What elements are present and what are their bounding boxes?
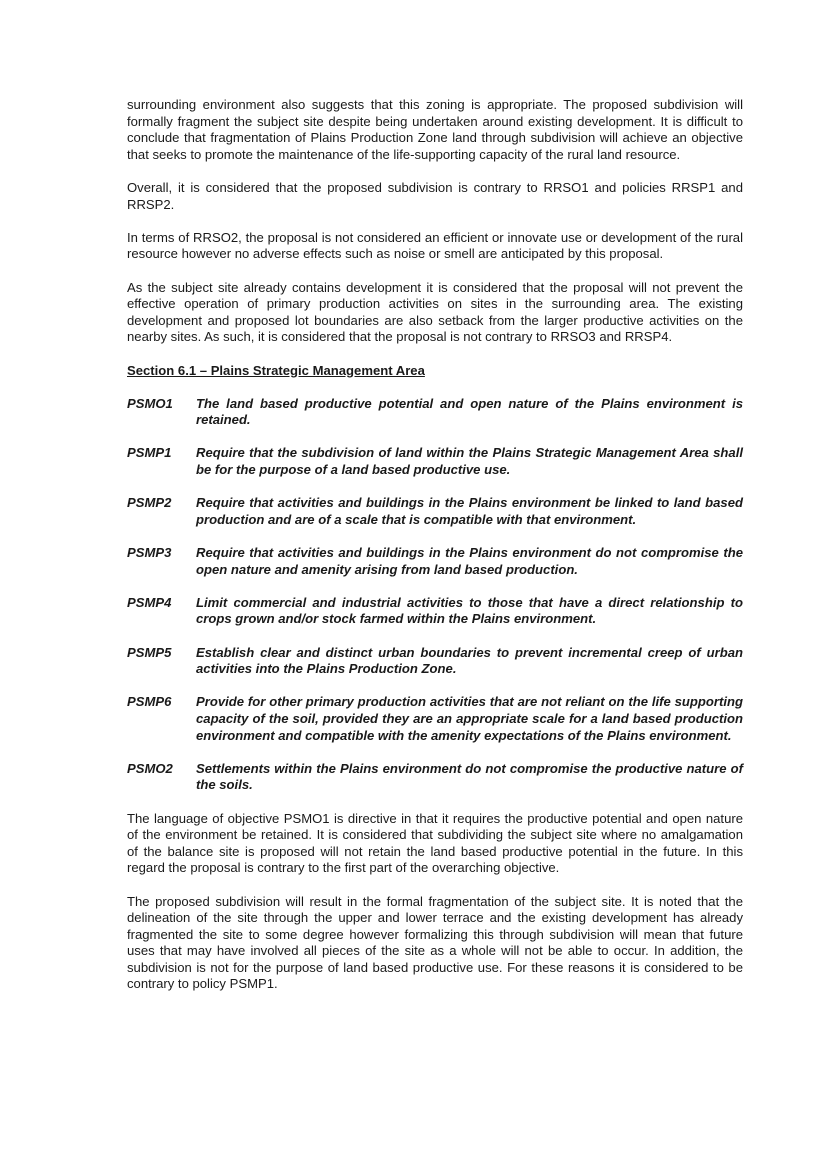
policy-item <box>127 545 743 578</box>
policy-item <box>127 645 743 678</box>
document-page <box>127 97 743 1010</box>
section-heading: Section 6.1 – Plains Strategic Management Area <box>127 362 425 378</box>
policy-item <box>127 445 743 478</box>
policy-code: PSMP1 <box>127 445 172 461</box>
policy-code: PSMO2 <box>127 760 173 776</box>
paragraph: Overall, it is considered that the proposed subdivision is contrary to RRSO1 and policies RRSP1 and RRSP2. <box>127 179 743 212</box>
policy-text: Provide for other primary production activities that are not reliant on the life supporting capacity of the soil, provided they are an appropriate scale for a land based production environment and compatible with the amenity expectations of the Plains environment. <box>196 694 743 743</box>
paragraph: The proposed subdivision will result in the formal fragmentation of the subject site. It is noted that the delineation of the site through the upper and lower terrace and the existing development has already fragmented the site to some degree however formalizing this through subdivision will mean that future uses that may have involved all pieces of the site as a whole will not be able to occur. In addition, the subdivision is not for the purpose of land based productive use. For these reasons it is considered to be contrary to policy PSMP1. <box>127 893 743 992</box>
policy-item <box>127 761 743 794</box>
paragraph: As the subject site already contains development it is considered that the proposal will not prevent the effective operation of primary production activities on sites in the surrounding area. The existing development and proposed lot boundaries are also setback from the larger productive activities on the nearby sites. As such, it is considered that the proposal is not contrary to RRSO3 and RRSP4. <box>127 279 743 345</box>
policy-item <box>127 396 743 429</box>
policy-code: PSMO1 <box>127 395 173 411</box>
policy-text: Settlements within the Plains environment do not compromise the productive nature of the soils. <box>196 760 743 793</box>
policy-text: The land based productive potential and open nature of the Plains environment is retained. <box>196 395 743 428</box>
policy-code: PSMP2 <box>127 495 172 511</box>
policy-item <box>127 595 743 628</box>
policy-code: PSMP3 <box>127 545 172 561</box>
policy-item <box>127 694 743 744</box>
policy-text: Require that activities and buildings in the Plains environment do not compromise the open nature and amenity arising from land based production. <box>196 545 743 577</box>
policy-text: Require that activities and buildings in the Plains environment be linked to land based production and are of a scale that is compatible with that environment. <box>196 495 743 527</box>
policy-text: Require that the subdivision of land within the Plains Strategic Management Area shall be for the purpose of a land based productive use. <box>196 445 743 478</box>
policy-code: PSMP6 <box>127 694 172 710</box>
policy-code: PSMP5 <box>127 644 172 660</box>
paragraph: In terms of RRSO2, the proposal is not considered an efficient or innovate use or development of the rural resource however no adverse effects such as noise or smell are anticipated by this proposal. <box>127 229 743 262</box>
policy-text: Limit commercial and industrial activities to those that have a direct relationship to crops grown and/or stock farmed within the Plains environment. <box>196 594 743 627</box>
paragraph: surrounding environment also suggests that this zoning is appropriate. The proposed subdivision will formally fragment the subject site despite being undertaken around existing development. It is difficult to conclude that fragmentation of Plains Production Zone land through subdivision will achieve an objective that seeks to promote the maintenance of the life-supporting capacity of the rural land resource. <box>127 97 743 162</box>
policy-code: PSMP4 <box>127 594 172 610</box>
paragraph: The language of objective PSMO1 is directive in that it requires the productive potential and open nature of the environment be retained. It is considered that subdividing the subject site where no amalgamation of the balance site is proposed will not retain the land based productive potential in the future. In this regard the proposal is contrary to the first part of the overarching objective. <box>127 810 743 876</box>
policy-text: Establish clear and distinct urban boundaries to prevent incremental creep of urban activities into the Plains Production Zone. <box>196 644 743 677</box>
policy-item <box>127 495 743 528</box>
